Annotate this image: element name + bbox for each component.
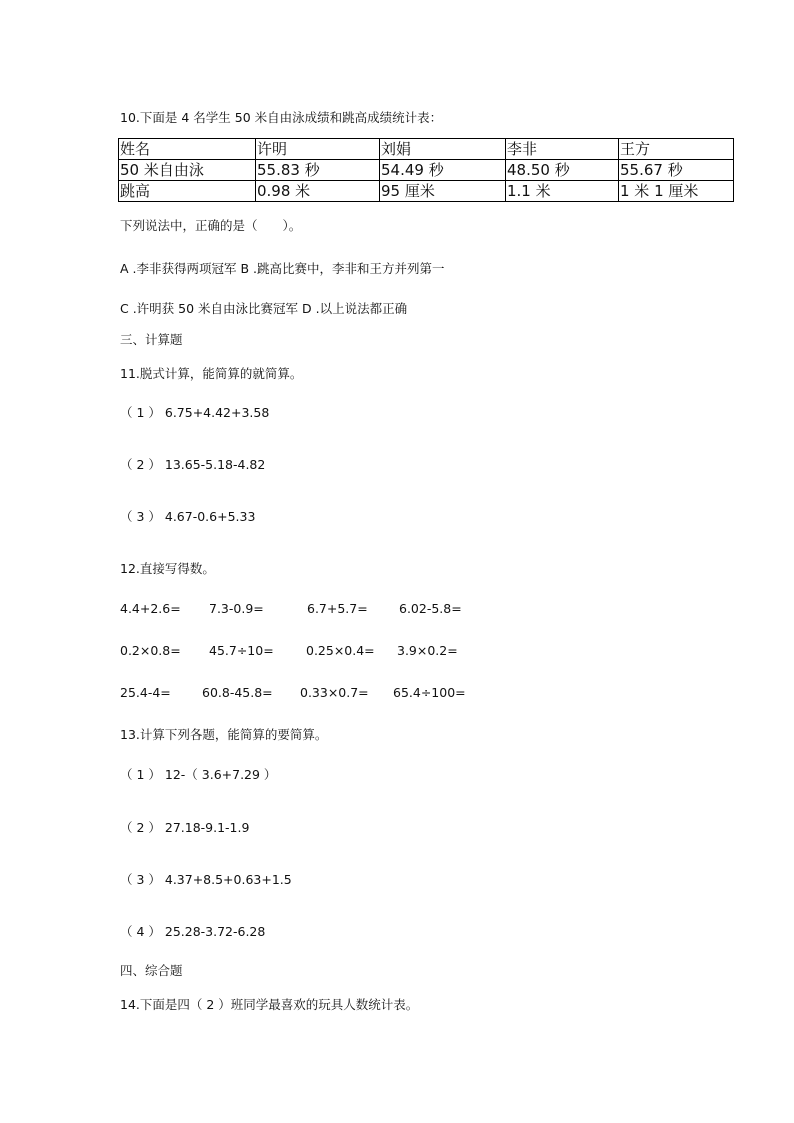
q13-item-3: （ 3 ） 4.37+8.5+0.63+1.5 bbox=[120, 872, 292, 887]
q11-item-3: （ 3 ） 4.67-0.6+5.33 bbox=[120, 509, 256, 524]
table-cell: 刘娟 bbox=[380, 139, 506, 160]
table-cell: 姓名 bbox=[119, 139, 256, 160]
calc-item: 0.33×0.7= bbox=[300, 685, 369, 700]
table-cell: 55.83 秒 bbox=[256, 160, 380, 181]
q13-item-4: （ 4 ） 25.28-3.72-6.28 bbox=[120, 924, 266, 939]
q10-options-ab: A .李非获得两项冠军 B .跳高比赛中，李非和王方并列第一 bbox=[120, 261, 445, 276]
calc-item: 6.02-5.8= bbox=[399, 601, 462, 616]
table-cell: 许明 bbox=[256, 139, 380, 160]
q13-item-2: （ 2 ） 27.18-9.1-1.9 bbox=[120, 820, 250, 835]
calc-item: 0.25×0.4= bbox=[306, 643, 375, 658]
section-heading-3: 三、计算题 bbox=[120, 332, 183, 347]
calc-item: 3.9×0.2= bbox=[397, 643, 458, 658]
q12-title: 12.直接写得数。 bbox=[120, 561, 215, 576]
table-cell: 跳高 bbox=[119, 181, 256, 202]
q10-prompt: 下列说法中，正确的是（ ）。 bbox=[120, 218, 302, 233]
q11-item-2: （ 2 ） 13.65-5.18-4.82 bbox=[120, 457, 266, 472]
table-cell: 54.49 秒 bbox=[380, 160, 506, 181]
table-cell: 48.50 秒 bbox=[506, 160, 619, 181]
table-row bbox=[119, 181, 734, 202]
q13-item-1: （ 1 ） 12-（ 3.6+7.29 ） bbox=[120, 767, 277, 782]
table-cell: 0.98 米 bbox=[256, 181, 380, 202]
calc-item: 25.4-4= bbox=[120, 685, 171, 700]
table-row bbox=[119, 160, 734, 181]
calc-item: 4.4+2.6= bbox=[120, 601, 181, 616]
table-cell: 1 米 1 厘米 bbox=[619, 181, 734, 202]
q11-title: 11.脱式计算，能简算的就简算。 bbox=[120, 366, 303, 381]
q10-title: 10.下面是 4 名学生 50 米自由泳成绩和跳高成绩统计表： bbox=[120, 110, 443, 125]
calc-item: 6.7+5.7= bbox=[307, 601, 368, 616]
table-cell: 1.1 米 bbox=[506, 181, 619, 202]
swim-jump-stats-table bbox=[118, 138, 734, 202]
calc-item: 0.2×0.8= bbox=[120, 643, 181, 658]
q13-title: 13.计算下列各题，能简算的要简算。 bbox=[120, 727, 328, 742]
q11-item-1: （ 1 ） 6.75+4.42+3.58 bbox=[120, 405, 270, 420]
table-cell: 李非 bbox=[506, 139, 619, 160]
table-cell: 50 米自由泳 bbox=[119, 160, 256, 181]
calc-item: 60.8-45.8= bbox=[202, 685, 273, 700]
table-row bbox=[119, 139, 734, 160]
calc-item: 7.3-0.9= bbox=[209, 601, 264, 616]
table-cell: 55.67 秒 bbox=[619, 160, 734, 181]
table-cell: 王方 bbox=[619, 139, 734, 160]
q14-title: 14.下面是四（ 2 ）班同学最喜欢的玩具人数统计表。 bbox=[120, 997, 419, 1012]
table-cell: 95 厘米 bbox=[380, 181, 506, 202]
q10-options-cd: C .许明获 50 米自由泳比赛冠军 D .以上说法都正确 bbox=[120, 301, 408, 316]
calc-item: 45.7÷10= bbox=[209, 643, 274, 658]
calc-item: 65.4÷100= bbox=[393, 685, 466, 700]
section-heading-4: 四、综合题 bbox=[120, 963, 183, 978]
